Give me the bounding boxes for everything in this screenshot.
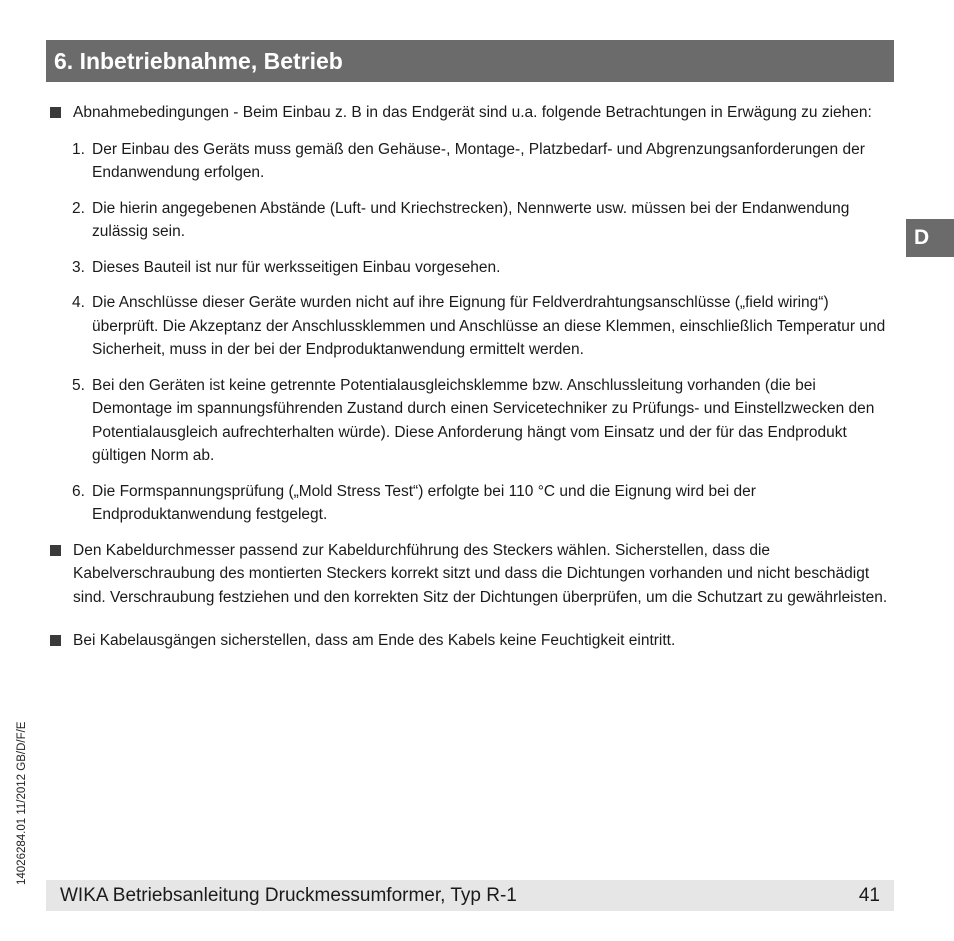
list-item	[72, 291, 896, 362]
bullet-text: Bei Kabelausgängen sicherstellen, dass am Ende des Kabels keine Feuchtigkeit eintritt.	[73, 632, 676, 649]
document-code: 14026284.01 11/2012 GB/D/F/E	[16, 721, 28, 885]
list-text: Die hierin angegebenen Abstände (Luft- und Kriechstrecken), Nennwerte usw. müssen bei der Endanwendung zulässig sein.	[92, 199, 850, 240]
list-number: 5.	[72, 376, 85, 394]
list-number: 3.	[72, 258, 85, 276]
list-item	[72, 197, 896, 244]
page-number: 41	[858, 885, 880, 906]
language-tab: D	[906, 219, 954, 257]
list-item	[72, 138, 896, 185]
list-item	[72, 374, 896, 468]
list-number: 1.	[72, 140, 85, 158]
bullet-item-acceptance	[46, 101, 896, 125]
bullet-text: Den Kabeldurchmesser passend zur Kabeldurchführung des Steckers wählen. Sicherstellen, dass die Kabelverschraubung des montierten Steckers korrekt sitzt und dass die Dichtungen vorhanden und nicht beschädigt sind. Verschraubung festziehen und den korrekten Sitz der Dichtungen überprüfen, um die Schutzart zu gewährleisten.	[73, 541, 888, 606]
bullet-item-cable-diameter	[46, 539, 896, 610]
list-text: Dieses Bauteil ist nur für werksseitigen Einbau vorgesehen.	[92, 258, 501, 276]
list-number: 2.	[72, 199, 85, 217]
section-title: 6. Inbetriebnahme, Betrieb	[46, 40, 894, 82]
list-text: Die Anschlüsse dieser Geräte wurden nicht auf ihre Eignung für Feldverdrahtungsanschlüsse („field wiring“) überprüft. Die Akzeptanz der Anschlussklemmen und Anschlüsse an diese Klemmen, einschließlich Temperatur und Sicherheit, muss in der bei der Endproduktanwendung ermittelt werden.	[92, 294, 886, 358]
numbered-list	[72, 138, 896, 527]
list-item	[72, 480, 896, 527]
list-text: Die Formspannungsprüfung („Mold Stress Test“) erfolgte bei 110 °C und die Eignung wird bei der Endproduktanwendung festgelegt.	[92, 482, 756, 523]
footer-title: WIKA Betriebsanleitung Druckmessumformer, Typ R-1	[60, 885, 517, 906]
list-number: 4.	[72, 294, 85, 311]
list-number: 6.	[72, 482, 85, 500]
bullet-item-cable-outlet	[46, 629, 896, 653]
main-content	[46, 101, 896, 653]
bullet-text: Abnahmebedingungen - Beim Einbau z. B in das Endgerät sind u.a. folgende Betrachtungen in Erwägung zu ziehen:	[73, 104, 872, 121]
list-text: Bei den Geräten ist keine getrennte Potentialausgleichsklemme bzw. Anschlussleitung vorhanden (die bei Demontage im spannungsführenden Zustand durch einen Servicetechniker zu Prüfungs- und Einstellzwecken den Potentialausgleich aufrechterhalten würde). Diese Anforderung hängt vom Einsatz und der für das Endprodukt gültigen Norm ab.	[92, 376, 875, 464]
page-footer	[46, 880, 894, 911]
list-item	[72, 256, 896, 280]
list-text: Der Einbau des Geräts muss gemäß den Gehäuse-, Montage-, Platzbedarf- und Abgrenzungsanforderungen der Endanwendung erfolgen.	[92, 140, 865, 181]
